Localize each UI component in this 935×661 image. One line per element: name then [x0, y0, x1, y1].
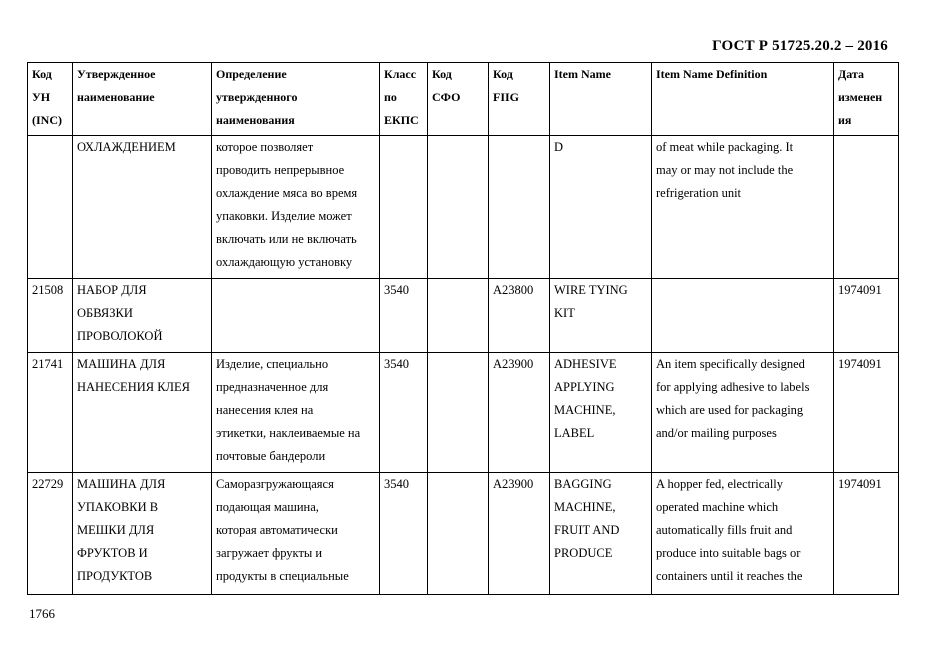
cell-inc: [28, 136, 73, 279]
table-row: [28, 353, 899, 473]
cell-item-name: D: [550, 136, 652, 279]
cell-ekps-class: [380, 136, 428, 279]
table-row: [28, 136, 899, 279]
cell-inc: 21508: [28, 279, 73, 353]
column-header-fiig-code: Код FIIG: [489, 63, 550, 136]
page-number: 1766: [29, 606, 55, 621]
column-header-item-name-definition: Item Name Definition: [652, 63, 834, 136]
column-header-definition: Определение утвержденного наименования: [212, 63, 380, 136]
cell-ekps-class: 3540: [380, 279, 428, 353]
cell-item-name-definition: [652, 279, 834, 353]
cell-item-name: WIRE TYING KIT: [550, 279, 652, 353]
cell-item-name-definition: A hopper fed, electrically operated machine which automatically fills fruit and produce into suitable bags or containers until it reaches the: [652, 473, 834, 595]
cell-inc: 22729: [28, 473, 73, 595]
column-header-item-name: Item Name: [550, 63, 652, 136]
cell-approved-name: НАБОР ДЛЯ ОБВЯЗКИ ПРОВОЛОКОЙ: [73, 279, 212, 353]
cell-fiig-code: A23900: [489, 473, 550, 595]
cell-change-date: 1974091: [834, 279, 899, 353]
column-header-sfo-code: Код СФО: [428, 63, 489, 136]
cell-definition: [212, 279, 380, 353]
cell-approved-name: ОХЛАЖДЕНИЕМ: [73, 136, 212, 279]
cell-sfo-code: [428, 473, 489, 595]
cell-sfo-code: [428, 136, 489, 279]
table-row: [28, 279, 899, 353]
cell-sfo-code: [428, 279, 489, 353]
cell-change-date: [834, 136, 899, 279]
cell-definition: Саморазгружающаяся подающая машина, которая автоматически загружает фрукты и продукты в специальные: [212, 473, 380, 595]
column-header-inc: Код УН (INC): [28, 63, 73, 136]
cell-item-name-definition: of meat while packaging. It may or may not include the refrigeration unit: [652, 136, 834, 279]
column-header-ekps-class: Класс по ЕКПС: [380, 63, 428, 136]
table-row: [28, 473, 899, 595]
cell-ekps-class: 3540: [380, 353, 428, 473]
cell-definition: которое позволяет проводить непрерывное охлаждение мяса во время упаковки. Изделие может включать или не включать охлаждающую установку: [212, 136, 380, 279]
cell-fiig-code: A23900: [489, 353, 550, 473]
document-header: ГОСТ Р 51725.20.2 – 2016: [712, 38, 888, 54]
cell-item-name: BAGGING MACHINE, FRUIT AND PRODUCE: [550, 473, 652, 595]
column-header-approved-name: Утвержденное наименование: [73, 63, 212, 136]
cell-sfo-code: [428, 353, 489, 473]
cell-fiig-code: A23800: [489, 279, 550, 353]
cell-item-name: ADHESIVE APPLYING MACHINE, LABEL: [550, 353, 652, 473]
cell-change-date: 1974091: [834, 353, 899, 473]
cell-change-date: 1974091: [834, 473, 899, 595]
cell-fiig-code: [489, 136, 550, 279]
cell-definition: Изделие, специально предназначенное для нанесения клея на этикетки, наклеиваемые на почтовые бандероли: [212, 353, 380, 473]
cell-approved-name: МАШИНА ДЛЯ УПАКОВКИ В МЕШКИ ДЛЯ ФРУКТОВ И ПРОДУКТОВ: [73, 473, 212, 595]
catalog-table: [27, 62, 899, 595]
column-header-change-date: Дата изменен ия: [834, 63, 899, 136]
table-header-row: [28, 63, 899, 136]
cell-inc: 21741: [28, 353, 73, 473]
cell-approved-name: МАШИНА ДЛЯ НАНЕСЕНИЯ КЛЕЯ: [73, 353, 212, 473]
cell-item-name-definition: An item specifically designed for applying adhesive to labels which are used for packaging and/or mailing purposes: [652, 353, 834, 473]
cell-ekps-class: 3540: [380, 473, 428, 595]
